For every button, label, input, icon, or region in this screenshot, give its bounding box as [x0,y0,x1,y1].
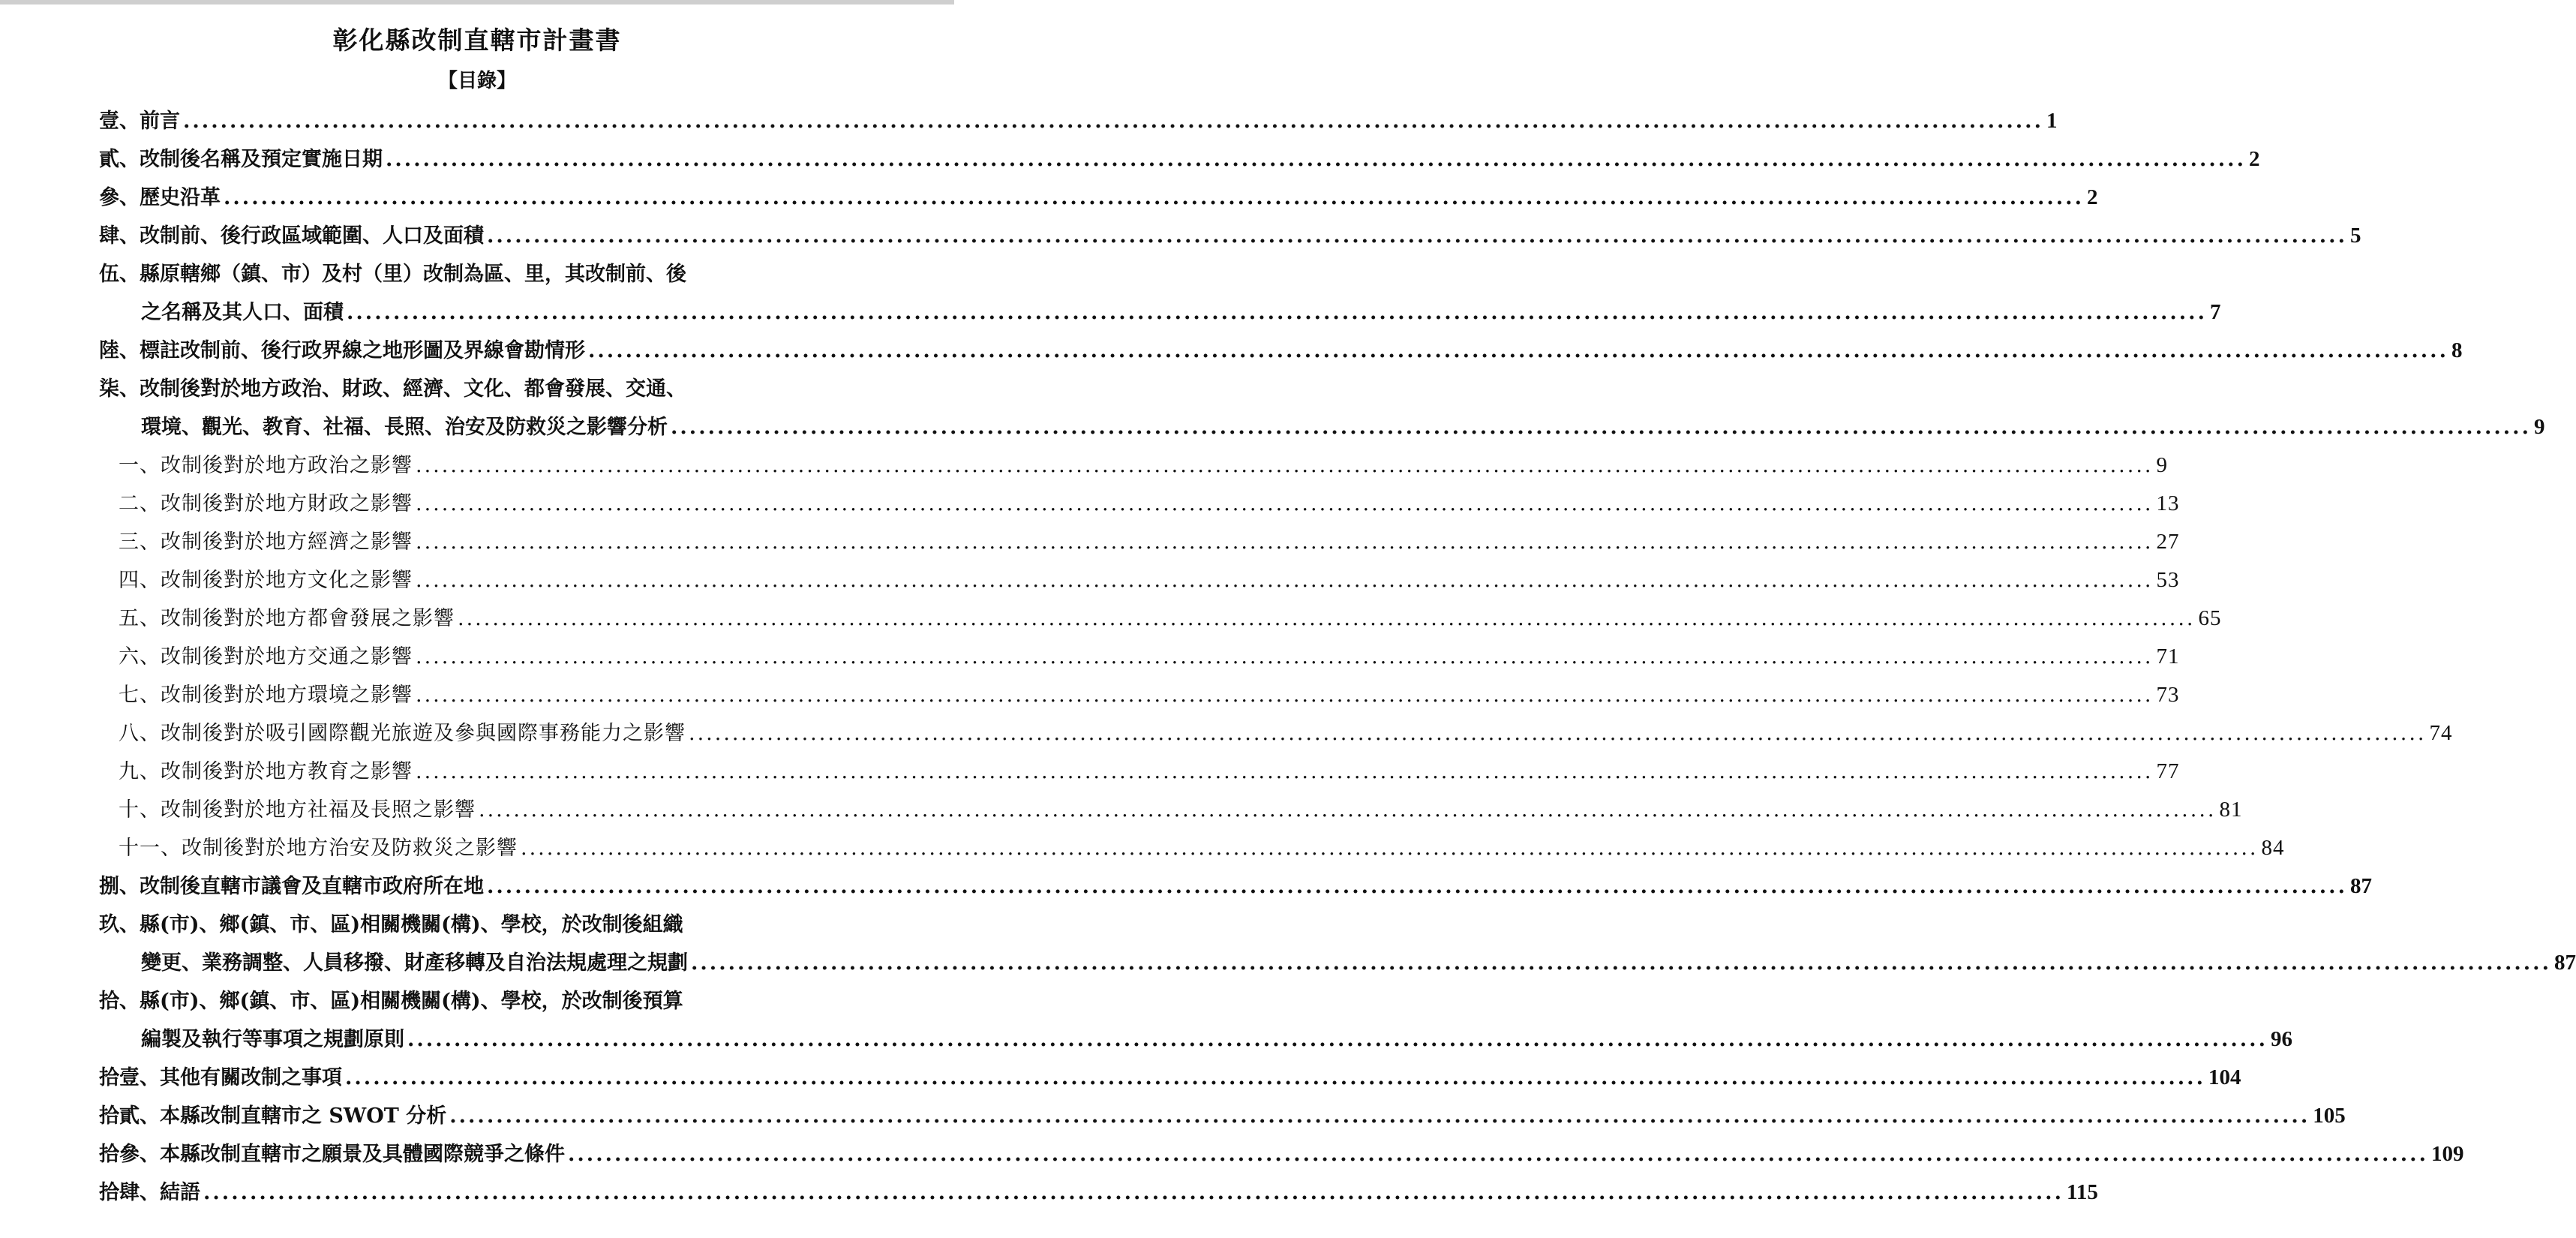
toc-entry[interactable] [99,944,2576,982]
toc-entry-title: 十一、改制後對於地方治安及防救災之影響 [119,837,518,860]
toc-entry-title: 拾肆、結語 [99,1181,200,1204]
toc-entry[interactable] [99,446,2169,485]
toc-entry-title: 捌、改制後直轄市議會及直轄市政府所在地 [99,875,484,898]
toc-page-number: 105 [2313,1104,2346,1128]
toc-entry-title: 七、改制後對於地方環境之影響 [119,684,413,707]
toc-page-number: 71 [2156,645,2180,669]
toc-page-number: 77 [2156,759,2180,783]
dot-leader: ........................................................................................................................................................................................................ [671,416,2531,439]
dot-leader: ........................................................................................................................................................................................................ [407,1028,2268,1051]
toc-entry-title: 陸、標註改制前、後行政界線之地形圖及界線會勘情形 [99,339,585,362]
toc-page-number: 87 [2553,951,2576,975]
dot-leader: ........................................................................................................................................................................................................ [224,186,2084,209]
toc-entry-title: 三、改制後對於地方經濟之影響 [119,530,413,554]
toc-entry[interactable] [99,829,2285,867]
toc-entry-title: 拾、縣(市)、鄉(鎮、市、區)相關機關(構)、學校，於改制後預算 [99,990,683,1013]
dot-leader: ........................................................................................................................................................................................................ [416,684,2154,707]
toc-entry-title: 玖、縣(市)、鄉(鎮、市、區)相關機關(構)、學校，於改制後組織 [99,913,683,936]
toc-entry-title: 貳、改制後名稱及預定實施日期 [99,148,383,171]
toc-entry[interactable] [99,714,2453,753]
toc-entry[interactable] [99,102,2058,140]
toc-entry[interactable] [99,791,2243,829]
toc-entry[interactable] [99,867,2372,906]
toc-page-number: 9 [2156,453,2169,477]
toc-page-number: 1 [2046,109,2058,133]
toc-entry-title: 變更、業務調整、人員移撥、財產移轉及自治法規處理之規劃 [141,951,688,975]
toc-entry[interactable] [99,599,2222,638]
toc-entry[interactable] [99,370,855,408]
toc-page-number: 2 [2086,185,2098,209]
toc-entry-title: 六、改制後對於地方交通之影響 [119,645,413,669]
toc-entry-title: 九、改制後對於地方教育之影響 [119,760,413,783]
toc-entry[interactable] [99,753,2180,791]
toc-entry[interactable] [99,561,2180,599]
toc-entry-title: 拾貳、本縣改制直轄市之 SWOT 分析 [99,1104,447,1128]
dot-leader: ........................................................................................................................................................................................................ [479,798,2217,822]
toc-entry-title: 參、歷史沿革 [99,186,221,209]
toc-page-number: 74 [2429,721,2453,745]
dot-leader: ........................................................................................................................................................................................................ [416,492,2154,515]
toc-entry[interactable] [99,1020,2292,1059]
toc-entry[interactable] [99,523,2180,561]
toc-page-number: 115 [2066,1180,2098,1204]
dot-leader: ........................................................................................................................................................................................................ [203,1181,2064,1204]
toc-entry[interactable] [99,982,855,1020]
toc-page-number: 104 [2208,1065,2241,1089]
toc-entry[interactable] [99,332,2463,370]
dot-leader: ........................................................................................................................................................................................................ [487,875,2347,898]
toc-page-number: 7 [2209,300,2221,324]
toc-entry[interactable] [99,255,855,293]
table-of-contents [99,102,2576,1212]
toc-entry[interactable] [99,1097,2346,1135]
dot-leader: ........................................................................................................................................................................................................ [521,837,2259,860]
dot-leader: ........................................................................................................................................................................................................ [568,1143,2428,1166]
toc-entry[interactable] [99,217,2361,255]
toc-page-number: 81 [2219,798,2243,822]
toc-page-number: 96 [2270,1027,2292,1051]
toc-entry-title: 環境、觀光、教育、社福、長照、治安及防救災之影響分析 [141,416,668,439]
dot-leader: ........................................................................................................................................................................................................ [458,607,2196,630]
dot-leader: ........................................................................................................................................................................................................ [416,454,2154,477]
toc-entry-title: 八、改制後對於吸引國際觀光旅遊及參與國際事務能力之影響 [119,722,686,745]
toc-heading: 【目錄】 [437,70,516,92]
dot-leader: ........................................................................................................................................................................................................ [416,645,2154,669]
toc-entry-title: 五、改制後對於地方都會發展之影響 [119,607,455,630]
dot-leader: ........................................................................................................................................................................................................ [588,339,2448,362]
toc-entry-title: 壹、前言 [99,110,180,133]
toc-entry-title: 拾參、本縣改制直轄市之願景及具體國際競爭之條件 [99,1143,565,1166]
toc-page-number: 9 [2533,415,2545,439]
dot-leader: ........................................................................................................................................................................................................ [416,569,2154,592]
toc-page-number: 2 [2248,147,2260,171]
toc-page-number: 84 [2261,836,2285,860]
toc-entry[interactable] [99,638,2180,676]
document-title: 彰化縣改制直轄市計畫書 [332,26,622,55]
toc-entry-title: 四、改制後對於地方文化之影響 [119,569,413,592]
toc-page-number: 87 [2349,874,2372,898]
toc-page-number: 109 [2430,1142,2464,1166]
dot-leader: ........................................................................................................................................................................................................ [183,110,2043,133]
toc-entry-title: 之名稱及其人口、面積 [141,301,344,324]
toc-page-number: 8 [2451,338,2463,362]
toc-entry-title: 一、改制後對於地方政治之影響 [119,454,413,477]
toc-entry-title: 拾壹、其他有關改制之事項 [99,1066,342,1089]
dot-leader: ........................................................................................................................................................................................................ [347,301,2207,324]
dot-leader: ........................................................................................................................................................................................................ [416,760,2154,783]
toc-page-number: 5 [2349,224,2361,248]
dot-leader: ........................................................................................................................................................................................................ [689,722,2427,745]
top-edge [0,0,954,5]
dot-leader: ........................................................................................................................................................................................................ [691,951,2551,975]
toc-entry-title: 二、改制後對於地方財政之影響 [119,492,413,515]
toc-page-number: 13 [2156,491,2180,515]
dot-leader: ........................................................................................................................................................................................................ [449,1104,2310,1128]
toc-entry[interactable] [99,1135,2464,1173]
toc-page-number: 65 [2198,606,2222,630]
toc-entry[interactable] [99,1059,2241,1097]
dot-leader: ........................................................................................................................................................................................................ [416,530,2154,554]
toc-entry[interactable] [99,140,2260,179]
toc-page-number: 53 [2156,568,2180,592]
toc-entry[interactable] [99,408,2545,446]
toc-entry[interactable] [99,485,2180,523]
dot-leader: ........................................................................................................................................................................................................ [487,224,2347,248]
dot-leader: ........................................................................................................................................................................................................ [345,1066,2205,1089]
toc-entry[interactable] [99,676,2180,714]
toc-entry-title: 十、改制後對於地方社福及長照之影響 [119,798,476,822]
toc-page-number: 73 [2156,683,2180,707]
dot-leader: ........................................................................................................................................................................................................ [386,148,2246,171]
toc-entry[interactable] [99,293,2221,332]
toc-entry[interactable] [99,906,855,944]
toc-entry[interactable] [99,179,2098,217]
toc-entry-title: 伍、縣原轄鄉（鎮、市）及村（里）改制為區、里，其改制前、後 [99,263,686,286]
toc-entry-title: 柒、改制後對於地方政治、財政、經濟、文化、都會發展、交通、 [99,377,686,401]
toc-entry-title: 肆、改制前、後行政區域範圍、人口及面積 [99,224,484,248]
toc-entry-title: 編製及執行等事項之規劃原則 [141,1028,404,1051]
toc-page-number: 27 [2156,530,2180,554]
toc-entry[interactable] [99,1173,2098,1212]
